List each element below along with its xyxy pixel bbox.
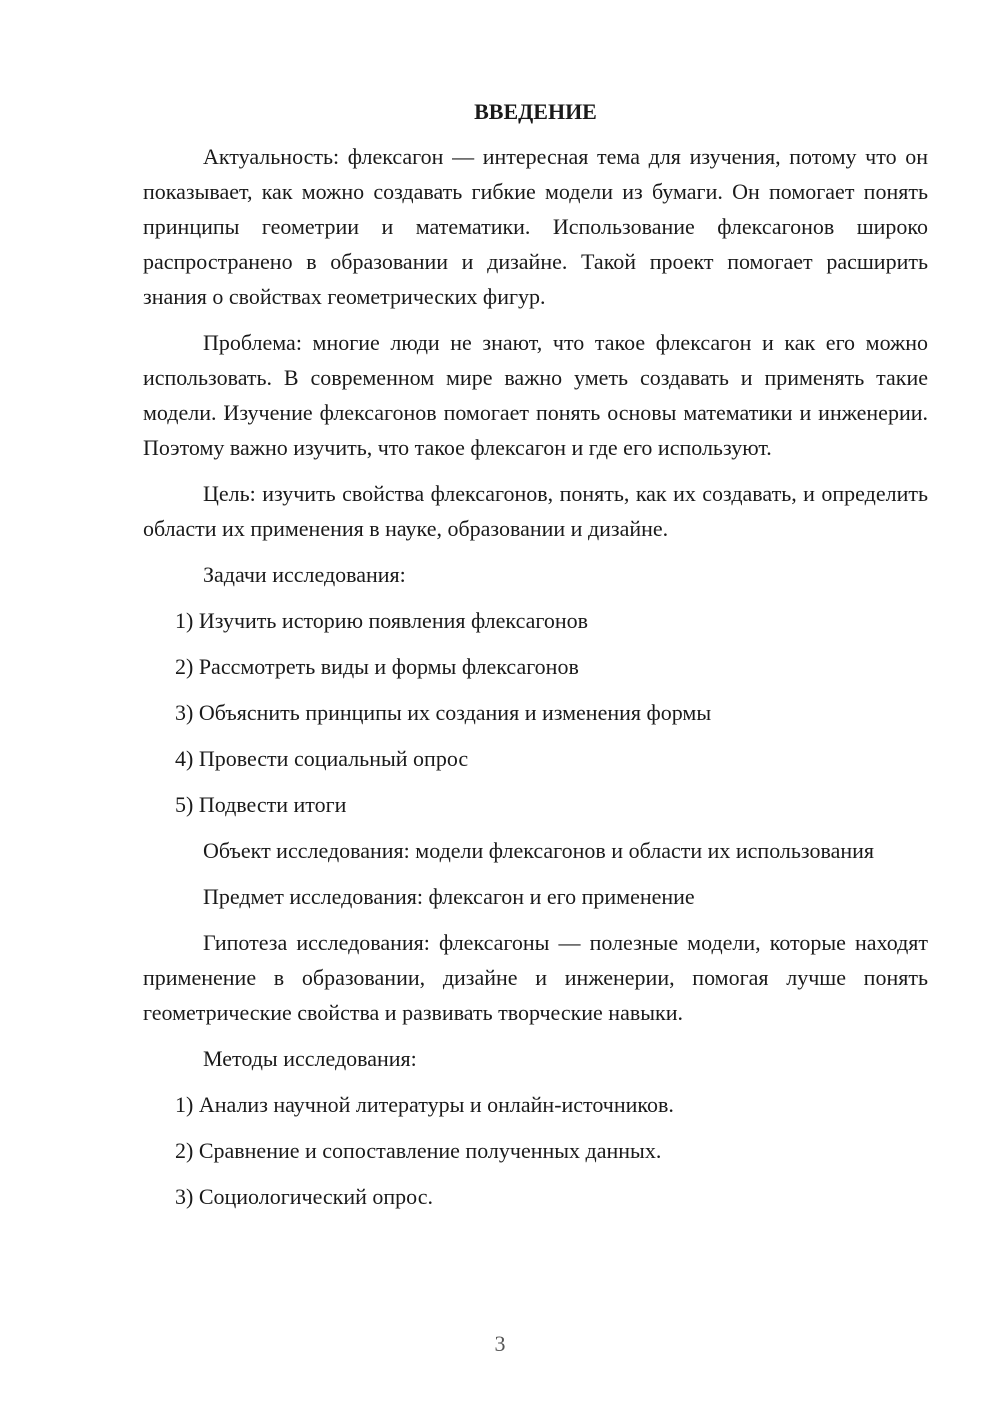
list-item: 3) Социологический опрос.	[175, 1184, 433, 1209]
list-item: 1) Анализ научной литературы и онлайн-источников.	[175, 1092, 674, 1117]
tasks-heading: Задачи исследования:	[203, 562, 406, 587]
list-item: 1) Изучить историю появления флексагонов	[175, 608, 589, 633]
document-page	[143, 94, 928, 1225]
list-item: 2) Рассмотреть виды и формы флексагонов	[175, 654, 579, 679]
goal-paragraph: Цель: изучить свойства флексагонов, понять, как их создавать, и определить области их применения в науке, образовании и дизайне.	[143, 481, 928, 541]
relevance-paragraph: Актуальность: флексагон — интересная тема для изучения, потому что он показывает, как можно создавать гибкие модели из бумаги. Он помогает понять принципы геометрии и математики. Использование флексагонов широко распространено в образовании и дизайне. Такой проект помогает расширить знания о свойствах геометрических фигур.	[143, 144, 928, 309]
list-item: 3) Объяснить принципы их создания и изменения формы	[175, 700, 712, 725]
hypothesis-paragraph: Гипотеза исследования: флексагоны — полезные модели, которые находят применение в образовании, дизайне и инженерии, помогая лучше понять геометрические свойства и развивать творческие навыки.	[143, 930, 928, 1025]
list-item: 5) Подвести итоги	[175, 792, 347, 817]
problem-paragraph: Проблема: многие люди не знают, что такое флексагон и как его можно использовать. В современном мире важно уметь создавать и применять такие модели. Изучение флексагонов помогает понять основы математики и инженерии. Поэтому важно изучить, что такое флексагон и где его используют.	[143, 330, 928, 460]
object-paragraph: Объект исследования: модели флексагонов и области их использования	[203, 838, 875, 863]
list-item: 2) Сравнение и сопоставление полученных данных.	[175, 1138, 662, 1163]
list-item: 4) Провести социальный опрос	[175, 746, 469, 771]
page-number: 3	[494, 1331, 506, 1356]
methods-heading: Методы исследования:	[203, 1046, 417, 1071]
section-title: ВВЕДЕНИЕ	[474, 99, 597, 124]
subject-paragraph: Предмет исследования: флексагон и его применение	[203, 884, 695, 909]
